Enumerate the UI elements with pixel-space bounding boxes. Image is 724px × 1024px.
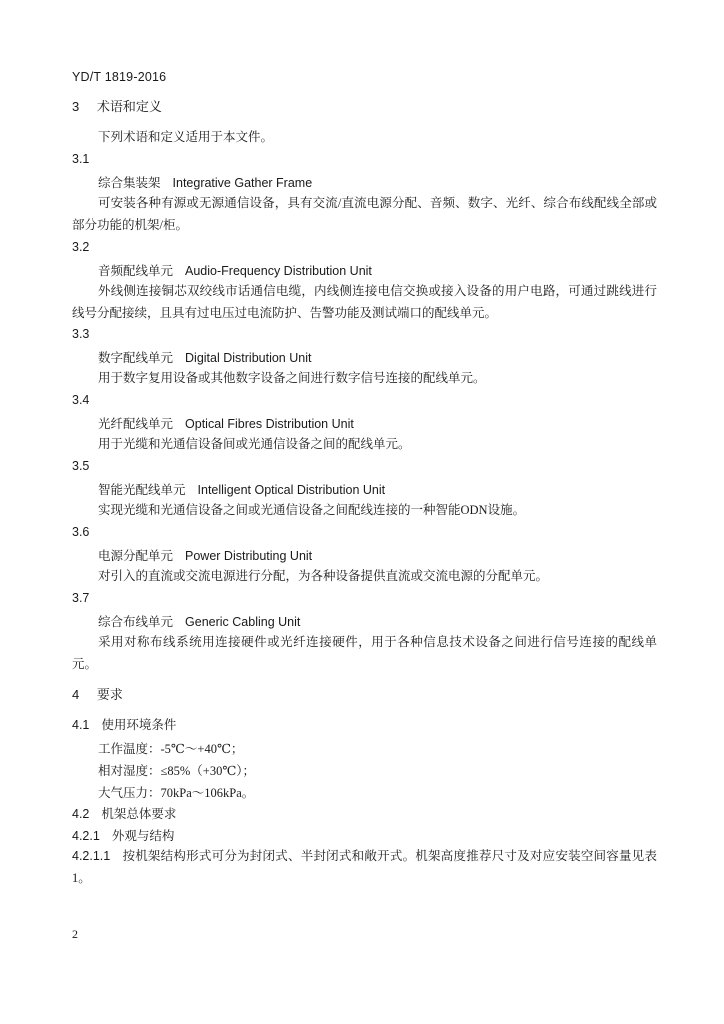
term-number: 3.7 — [72, 591, 90, 605]
term-en: Integrative Gather Frame — [172, 176, 313, 190]
env-condition-line: 相对湿度：≤85%（+30℃）； — [98, 764, 256, 778]
subsection-number: 4.1 — [72, 718, 90, 732]
section-3-intro: 下列术语和定义适用于本文件。 — [98, 130, 274, 144]
term-zh: 光纤配线单元 — [98, 417, 174, 431]
term-number: 3.6 — [72, 525, 90, 539]
term-en: Generic Cabling Unit — [185, 615, 301, 629]
env-condition-line: 大气压力：70kPa～106kPa。 — [98, 786, 255, 800]
term-heading — [72, 173, 683, 191]
subsection-title: 外观与结构 — [111, 829, 175, 843]
section-3-number: 3 — [72, 99, 80, 114]
section-3-heading — [72, 96, 657, 115]
term-number: 3.5 — [72, 459, 90, 473]
term-heading — [72, 480, 683, 498]
section-3-title: 术语和定义 — [96, 99, 162, 114]
term-en: Intelligent Optical Distribution Unit — [197, 483, 386, 497]
section-4-title: 要求 — [96, 687, 123, 702]
subsection-4-2-heading — [72, 804, 657, 822]
clause-text: 按机架结构形式可分为封闭式、半封闭式和敞开式。机架高度推荐尺寸及对应安装空间容量见表1。 — [72, 849, 657, 885]
term-en: Audio-Frequency Distribution Unit — [185, 264, 372, 278]
term-heading — [72, 348, 683, 366]
term-definition: 实现光缆和光通信设备之间或光通信设备之间配线连接的一种智能ODN设施。 — [98, 503, 526, 517]
standard-code: YD/T 1819-2016 — [72, 70, 167, 84]
term-number: 3.2 — [72, 240, 90, 254]
term-zh: 数字配线单元 — [98, 351, 174, 365]
term-heading — [72, 546, 683, 564]
term-heading — [72, 414, 683, 432]
term-number: 3.1 — [72, 152, 90, 166]
subsection-4-2-1-heading — [72, 826, 657, 844]
section-4-number: 4 — [72, 687, 80, 702]
page-number: 2 — [72, 927, 78, 941]
term-zh: 综合布线单元 — [98, 615, 174, 629]
term-number: 3.3 — [72, 327, 90, 341]
subsection-4-1-heading — [72, 715, 657, 733]
subsection-title: 机架总体要求 — [101, 807, 177, 821]
env-condition-line: 工作温度：-5℃～+40℃； — [98, 742, 244, 756]
term-number: 3.4 — [72, 393, 90, 407]
term-zh: 音频配线单元 — [98, 264, 174, 278]
subsection-title: 使用环境条件 — [101, 718, 177, 732]
term-definition: 对引入的直流或交流电源进行分配，为各种设备提供直流或交流电源的分配单元。 — [98, 569, 549, 583]
term-zh: 电源分配单元 — [98, 549, 174, 563]
subsection-number: 4.2 — [72, 807, 90, 821]
section-4-heading — [72, 684, 657, 703]
term-definition: 外线侧连接铜芯双绞线市话通信电缆，内线侧连接电信交换或接入设备的用户电路，可通过跳线进行线号分配接续，且具有过电压过电流防护、告警功能及测试端口的配线单元。 — [72, 284, 657, 320]
subsection-number: 4.2.1 — [72, 829, 100, 843]
term-definition: 用于光缆和光通信设备间或光通信设备之间的配线单元。 — [98, 437, 411, 451]
term-definition: 采用对称布线系统用连接硬件或光纤连接硬件，用于各种信息技术设备之间进行信号连接的配线单元。 — [72, 635, 657, 671]
term-heading — [72, 612, 683, 630]
term-definition: 用于数字复用设备或其他数字设备之间进行数字信号连接的配线单元。 — [98, 371, 486, 385]
term-zh: 综合集装架 — [98, 176, 161, 190]
term-heading — [72, 261, 683, 279]
term-en: Digital Distribution Unit — [185, 351, 312, 365]
term-definition: 可安装各种有源或无源通信设备，具有交流/直流电源分配、音频、数字、光纤、综合布线配线全部或部分功能的机架/柜。 — [72, 196, 657, 232]
term-en: Optical Fibres Distribution Unit — [185, 417, 354, 431]
term-en: Power Distributing Unit — [185, 549, 313, 563]
clause-4-2-1-1 — [72, 845, 657, 889]
clause-number: 4.2.1.1 — [72, 849, 111, 863]
term-zh: 智能光配线单元 — [98, 483, 186, 497]
